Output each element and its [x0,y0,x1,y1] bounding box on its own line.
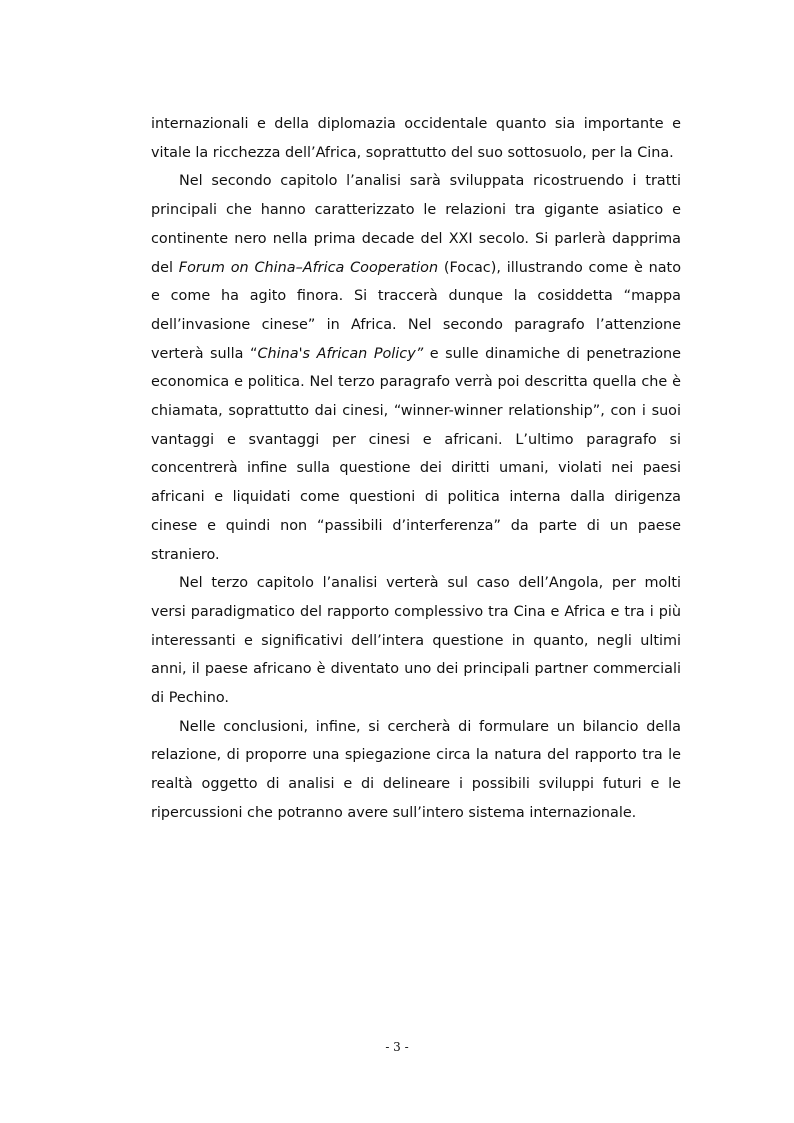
paragraph-text: internazionali e della diplomazia occidentale quanto sia importante e vitale la ricchezza dell’Africa, soprattutto del suo sottosuolo, per la Cina. [151,116,681,161]
paragraph-chapter-three [151,569,681,713]
page-number: - 3 - [385,1040,409,1054]
italic-policy-title: China's African Policy” [257,345,424,362]
paragraph-text: e sulle dinamiche di penetrazione economica e politica. Nel terzo paragrafo verrà poi descritta quella che è chiamata, soprattutto dai cinesi, “winner-winner relationship”, con i suoi vantaggi e svantaggi per cinesi e africani. L’ultimo paragrafo si concentrerà infine sulla questione dei diritti umani, violati nei paesi africani e liquidati come questioni di politica interna dalla dirigenza cinese e quindi non “passibili d’interferenza” da parte di un paese straniero. [151,345,681,563]
paragraph-continuation [151,110,681,167]
body-text [151,110,681,828]
paragraph-text: Nelle conclusioni, infine, si cercherà di formulare un bilancio della relazione, di proporre una spiegazione circa la natura del rapporto tra le realtà oggetto di analisi e di delineare i possibili sviluppi futuri e le ripercussioni che potranno avere sull’intero sistema internazionale. [151,718,681,821]
paragraph-chapter-two [151,167,681,569]
paragraph-text: Nel secondo capitolo l’analisi sarà sviluppata ricostruendo i tratti principali che hanno caratterizzato le relazioni tra gigante asiatico e continente nero nella prima decade del XXI secolo. Si parlerà dapprima del [151,173,681,276]
paragraph-text: Nel terzo capitolo l’analisi verterà sul caso dell’Angola, per molti versi paradigmatico del rapporto complessivo tra Cina e Africa e tra i più interessanti e significativi dell’intera questione in quanto, negli ultimi anni, il paese africano è diventato uno dei principali partner commerciali di Pechino. [151,575,681,707]
paragraph-conclusions [151,713,681,828]
italic-forum-title: Forum on China–Africa Cooperation [178,259,439,276]
paragraph-text: (Focac), illustrando come è nato e come ha agito finora. Si traccerà dunque la cosiddetta “mappa dell’invasione cinese” in Africa. Nel secondo paragrafo l’attenzione verterà sulla “ [151,259,681,362]
